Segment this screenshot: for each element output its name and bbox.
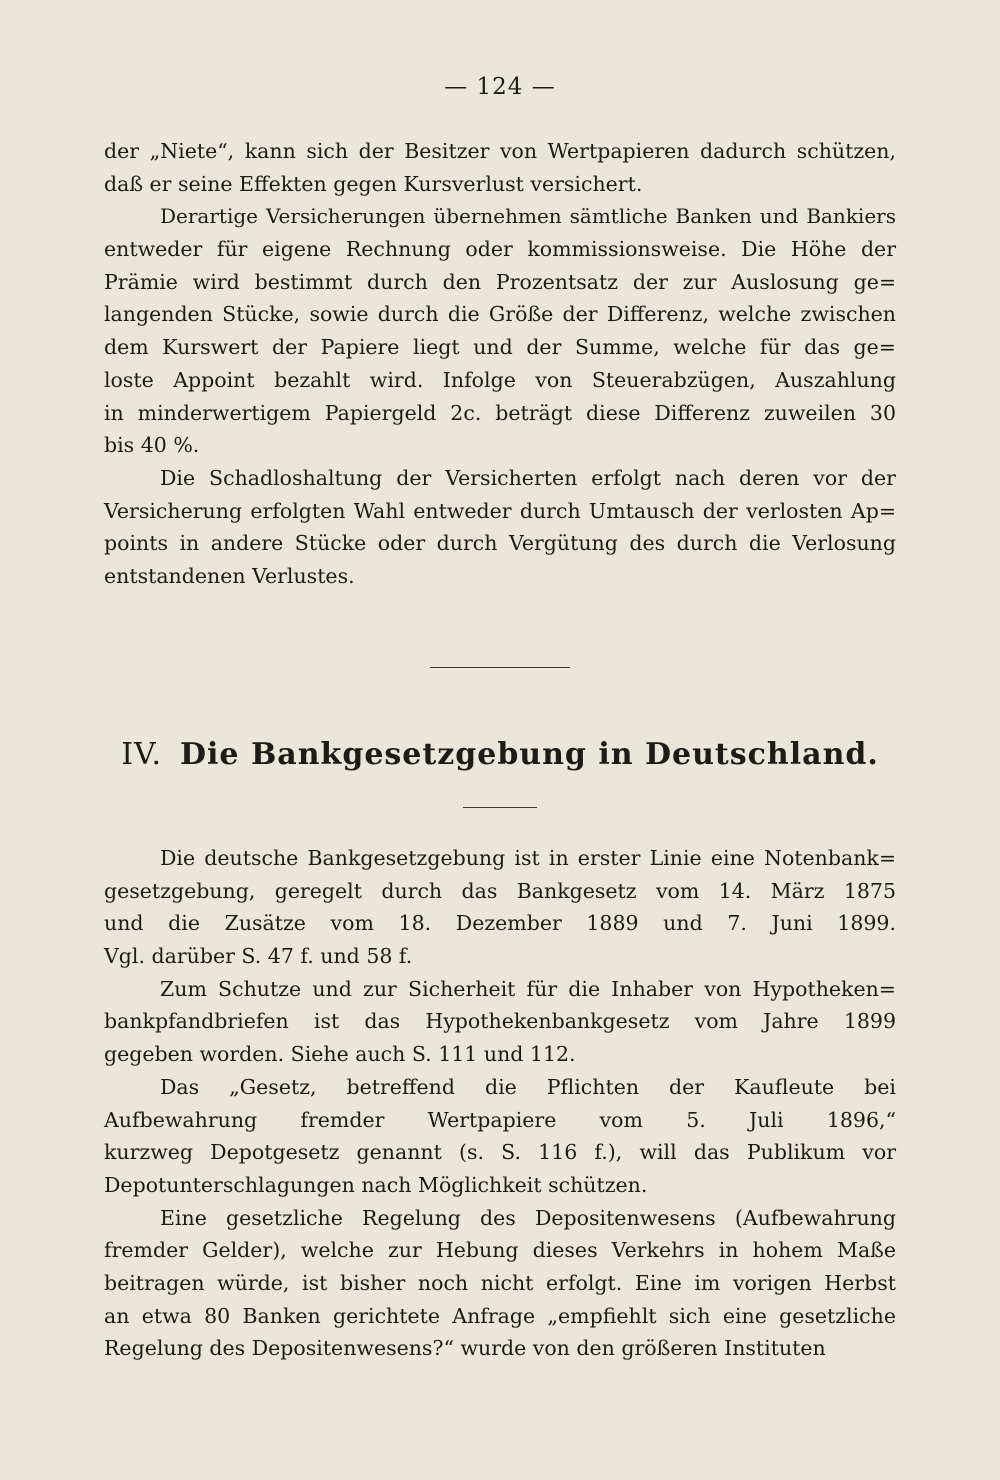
text-line: beitragen würde, ist bisher noch nicht erfolgt. Eine im vorigen Herbst xyxy=(104,1270,896,1295)
text-line: Eine gesetzliche Regelung des Depositenwesens (Aufbewahrung xyxy=(160,1205,896,1230)
text-line: kurzweg Depotgesetz genannt (s. S. 116 f.), will das Publikum vor xyxy=(104,1140,896,1165)
text-line: dem Kurswert der Papiere liegt und der Summe, welche für das ge= xyxy=(104,335,896,360)
text-line: Die deutsche Bankgesetzgebung ist in erster Linie eine Notenbank= xyxy=(160,846,896,870)
text-line: entweder für eigene Rechnung oder kommissionsweise. Die Höhe der xyxy=(104,237,896,262)
heading-underline-rule xyxy=(463,807,537,808)
text-line: bankpfandbriefen ist das Hypothekenbankgesetz vom Jahre 1899 xyxy=(104,1009,896,1034)
text-line: und die Zusätze vom 18. Dezember 1889 und 7. Juni 1899. xyxy=(104,911,896,936)
body-text-top xyxy=(104,135,896,593)
text-line: Aufbewahrung fremder Wertpapiere vom 5. Juli 1896,“ xyxy=(104,1107,896,1132)
text-line: Derartige Versicherungen übernehmen sämtliche Banken und Bankiers xyxy=(160,204,896,229)
body-text-bottom xyxy=(104,842,896,1365)
text-line: gegeben worden. Siehe auch S. 111 und 112. xyxy=(104,1042,576,1067)
text-line: Regelung des Depositenwesens?“ wurde von den größeren Instituten xyxy=(104,1336,826,1361)
text-line: points in andere Stücke oder durch Vergütung des durch die Verlosung xyxy=(104,531,896,556)
text-line: Die Schadloshaltung der Versicherten erfolgt nach deren vor der xyxy=(160,465,896,490)
text-line: daß er seine Effekten gegen Kursverlust versichert. xyxy=(104,171,643,196)
text-line: an etwa 80 Banken gerichtete Anfrage „empfiehlt sich eine gesetzliche xyxy=(104,1303,896,1328)
text-line: Zum Schutze und zur Sicherheit für die Inhaber von Hypotheken= xyxy=(160,976,896,1001)
text-line: Depotunterschlagungen nach Möglichkeit schützen. xyxy=(104,1172,648,1197)
text-line: bis 40 %. xyxy=(104,433,200,458)
paragraph xyxy=(104,1071,896,1202)
text-line: Versicherung erfolgten Wahl entweder durch Umtausch der verlosten Ap= xyxy=(104,498,896,523)
text-line: entstandenen Verlustes. xyxy=(104,563,355,588)
paragraph xyxy=(104,135,896,200)
text-line: Vgl. darüber S. 47 f. und 58 f. xyxy=(104,944,413,969)
section-divider xyxy=(430,667,570,668)
text-line: Das „Gesetz, betreffend die Pflichten der Kaufleute bei xyxy=(160,1074,896,1099)
paragraph xyxy=(104,973,896,1071)
text-line: Prämie wird bestimmt durch den Prozentsatz der zur Auslosung ge= xyxy=(104,269,896,294)
text-line: loste Appoint bezahlt wird. Infolge von Steuerabzügen, Auszahlung xyxy=(104,367,896,392)
text-line: fremder Gelder), welche zur Hebung dieses Verkehrs in hohem Maße xyxy=(104,1238,896,1263)
paragraph xyxy=(104,1202,896,1365)
text-line: langenden Stücke, sowie durch die Größe der Differenz, welche zwischen xyxy=(104,302,896,327)
text-line: gesetzgebung, geregelt durch das Bankgesetz vom 14. März 1875 xyxy=(104,878,896,903)
section-title: Die Bankgesetzgebung in Deutschland. xyxy=(180,737,879,772)
paragraph xyxy=(104,462,896,593)
text-line: in minderwertigem Papiergeld 2c. beträgt diese Differenz zuweilen 30 xyxy=(104,400,896,425)
paragraph xyxy=(104,842,896,973)
text-line: der „Niete“, kann sich der Besitzer von Wertpapieren dadurch schützen, xyxy=(104,139,896,163)
page-number: — 124 — xyxy=(444,74,556,100)
section-number: IV. xyxy=(121,737,162,772)
paragraph xyxy=(104,200,896,462)
section-heading xyxy=(0,737,1000,772)
